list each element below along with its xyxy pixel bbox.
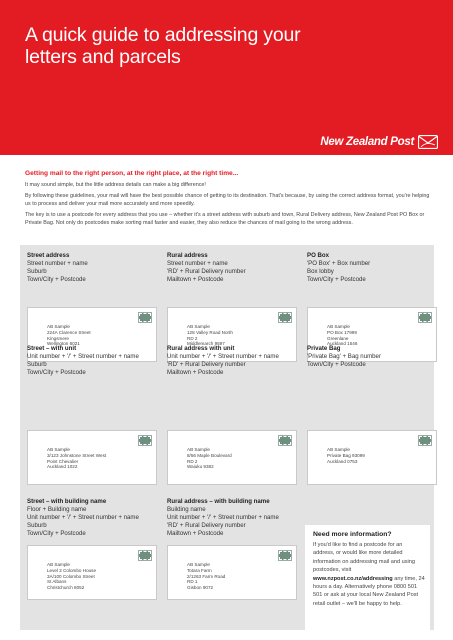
address-format bbox=[27, 498, 163, 538]
sample-address-line: AB Sample bbox=[187, 562, 210, 567]
format-title: Street – with unit bbox=[27, 345, 77, 352]
format-title: Street address bbox=[27, 252, 70, 259]
sample-address-line: Auckland 1546 bbox=[327, 341, 358, 347]
more-info-box bbox=[305, 525, 430, 630]
format-line: Street number + name bbox=[27, 260, 88, 267]
sample-address bbox=[187, 324, 233, 347]
format-title: Rural address with unit bbox=[167, 345, 235, 352]
sample-address bbox=[47, 447, 106, 470]
stamp-icon bbox=[139, 313, 151, 322]
format-line: Suburb bbox=[27, 268, 47, 275]
sample-address-line: Point Chevalier bbox=[47, 458, 79, 464]
format-line: Town/City + Postcode bbox=[307, 276, 366, 283]
sample-address-line: AB Sample bbox=[187, 447, 210, 452]
addressing-link[interactable]: www.nzpost.co.nz/addressing bbox=[313, 575, 393, 582]
sample-address-line: AB Sample bbox=[327, 447, 350, 452]
format-line: 'RD' + Rural Delivery number bbox=[167, 361, 246, 368]
sample-address-line: Totara Farm bbox=[187, 567, 212, 573]
sample-address-line: Auckland 0753 bbox=[327, 458, 358, 464]
format-line: Town/City + Postcode bbox=[27, 530, 86, 537]
sample-address-line: AB Sample bbox=[187, 324, 210, 329]
page-title: A quick guide to addressing your letters and parcels bbox=[25, 24, 301, 68]
nz-post-envelope-logo-icon bbox=[418, 135, 438, 149]
format-line: Floor + Building name bbox=[27, 506, 87, 513]
address-format bbox=[27, 252, 163, 284]
stamp-icon bbox=[279, 551, 291, 560]
intro-paragraph: The key is to use a postcode for every address that you use – whether it's a street address with suburb and town, Rural Delivery address, New Zealand Post PO Box or Private Bag. Not only do postcodes make sorting mail faster and easier, they also reduce the chances of mail going to the wrong address. bbox=[25, 212, 425, 226]
format-line: Mailtown + Postcode bbox=[167, 369, 224, 376]
sample-address-line: AB Sample bbox=[47, 324, 70, 329]
sample-address-line: 128 Valley Road North bbox=[187, 329, 233, 335]
info-text-after: any time, 24 hours a day. Alternatively phone 0800 501 501 or ask at your local New Zealand Post retail outlet – we'll be happy to help. bbox=[313, 575, 425, 607]
sample-address bbox=[47, 324, 91, 347]
address-format bbox=[307, 345, 443, 369]
intro-section bbox=[25, 170, 430, 231]
sample-address-line: Christchurch 8052 bbox=[47, 585, 85, 591]
info-title: Need more information? bbox=[313, 531, 392, 538]
format-line: 'RD' + Rural Delivery number bbox=[167, 522, 246, 529]
sample-envelope bbox=[307, 430, 437, 485]
stamp-icon bbox=[279, 313, 291, 322]
format-line: 'RD' + Rural Delivery number bbox=[167, 268, 246, 275]
sample-address-line: AB Sample bbox=[47, 562, 70, 567]
format-line: Suburb bbox=[27, 522, 47, 529]
info-text bbox=[313, 541, 425, 608]
address-format bbox=[27, 345, 163, 377]
sample-address-line: 224A Clarence Street bbox=[47, 329, 91, 335]
sample-envelope bbox=[167, 430, 297, 485]
sample-address-line: Auckland 1022 bbox=[47, 464, 78, 470]
format-line: Street number + name bbox=[167, 260, 228, 267]
sample-address-line: RD 1 bbox=[187, 579, 198, 585]
sample-address-line: Greenlane bbox=[327, 335, 349, 341]
format-line: 'PO Box' + Box number bbox=[307, 260, 371, 267]
sample-address-line: RD 2 bbox=[187, 335, 198, 341]
sample-address-line: Kingsmere bbox=[47, 335, 69, 341]
sample-envelope bbox=[27, 430, 157, 485]
stamp-icon bbox=[139, 551, 151, 560]
sample-envelope bbox=[27, 545, 157, 600]
sample-address-line: Middlemarch 9597 bbox=[187, 341, 225, 347]
address-format bbox=[167, 252, 303, 284]
address-format bbox=[307, 252, 443, 284]
format-line: Unit number + '/' + Street number + name bbox=[167, 353, 279, 360]
sample-address-line: AB Sample bbox=[47, 447, 70, 452]
sample-address-line: AB Sample bbox=[327, 324, 350, 329]
format-line: Town/City + Postcode bbox=[307, 361, 366, 368]
sample-address bbox=[187, 562, 225, 591]
sample-address-line: Waiuku 9382 bbox=[187, 464, 214, 470]
sample-address-line: 3A/100 Colombo Street bbox=[47, 573, 95, 579]
sample-address-line: Level 2 Colombo House bbox=[47, 567, 97, 573]
sample-address bbox=[327, 324, 357, 347]
format-line: 'Private Bag' + Bag number bbox=[307, 353, 381, 360]
header-banner bbox=[0, 0, 453, 155]
format-line: Suburb bbox=[27, 361, 47, 368]
info-text-before: If you'd like to find a postcode for an address, or would like more detailed information on addressing mail and using postcodes, visit bbox=[313, 542, 415, 574]
format-line: Mailtown + Postcode bbox=[167, 276, 224, 283]
address-format bbox=[167, 498, 303, 538]
sample-address-line: 2/1263 Farm Road bbox=[187, 573, 226, 579]
sample-envelope bbox=[167, 545, 297, 600]
sample-address bbox=[327, 447, 365, 464]
sample-address bbox=[47, 562, 96, 591]
sample-address bbox=[187, 447, 232, 470]
stamp-icon bbox=[139, 436, 151, 445]
format-line: Unit number + '/' + Street number + name bbox=[27, 353, 139, 360]
format-line: Mailtown + Postcode bbox=[167, 530, 224, 537]
stamp-icon bbox=[419, 313, 431, 322]
brand bbox=[320, 135, 438, 149]
sample-address-line: Gisbon 9072 bbox=[187, 585, 214, 591]
brand-name: New Zealand Post bbox=[320, 136, 414, 148]
format-line: Unit number + '/' + Street number + name bbox=[27, 514, 139, 521]
format-line: Town/City + Postcode bbox=[27, 276, 86, 283]
intro-subhead: Getting mail to the right person, at the right place, at the right time... bbox=[25, 170, 239, 177]
stamp-icon bbox=[419, 436, 431, 445]
format-title: Rural address bbox=[167, 252, 208, 259]
format-title: Private Bag bbox=[307, 345, 341, 352]
sample-address-line: Wellington 6021 bbox=[47, 341, 80, 347]
sample-address-line: St Albans bbox=[47, 579, 67, 585]
sample-address-line: 8/56 Maple Boulevard bbox=[187, 452, 232, 458]
sample-address-line: 3/123 Johnstone Street West bbox=[47, 452, 107, 458]
format-line: Building name bbox=[167, 506, 206, 513]
format-line: Box lobby bbox=[307, 268, 334, 275]
stamp-icon bbox=[279, 436, 291, 445]
address-format bbox=[167, 345, 303, 377]
format-line: Unit number + '/' + Street number + name bbox=[167, 514, 279, 521]
format-title: Rural address – with building name bbox=[167, 498, 270, 505]
intro-paragraph: By following these guidelines, your mail will have the best possible chance of getting to its destination. That's because, by using the correct address format, you're helping us to process and deliver your mail more accurately and more speedily. bbox=[25, 193, 430, 207]
sample-address-line: PO Box 17999 bbox=[327, 329, 357, 335]
format-title: Street – with building name bbox=[27, 498, 107, 505]
format-title: PO Box bbox=[307, 252, 330, 259]
intro-paragraph: It may sound simple, but the little address details can make a big difference! bbox=[25, 182, 206, 188]
format-line: Town/City + Postcode bbox=[27, 369, 86, 376]
sample-address-line: Private Bag 93099 bbox=[327, 452, 365, 458]
sample-address-line: RD 2 bbox=[187, 458, 198, 464]
